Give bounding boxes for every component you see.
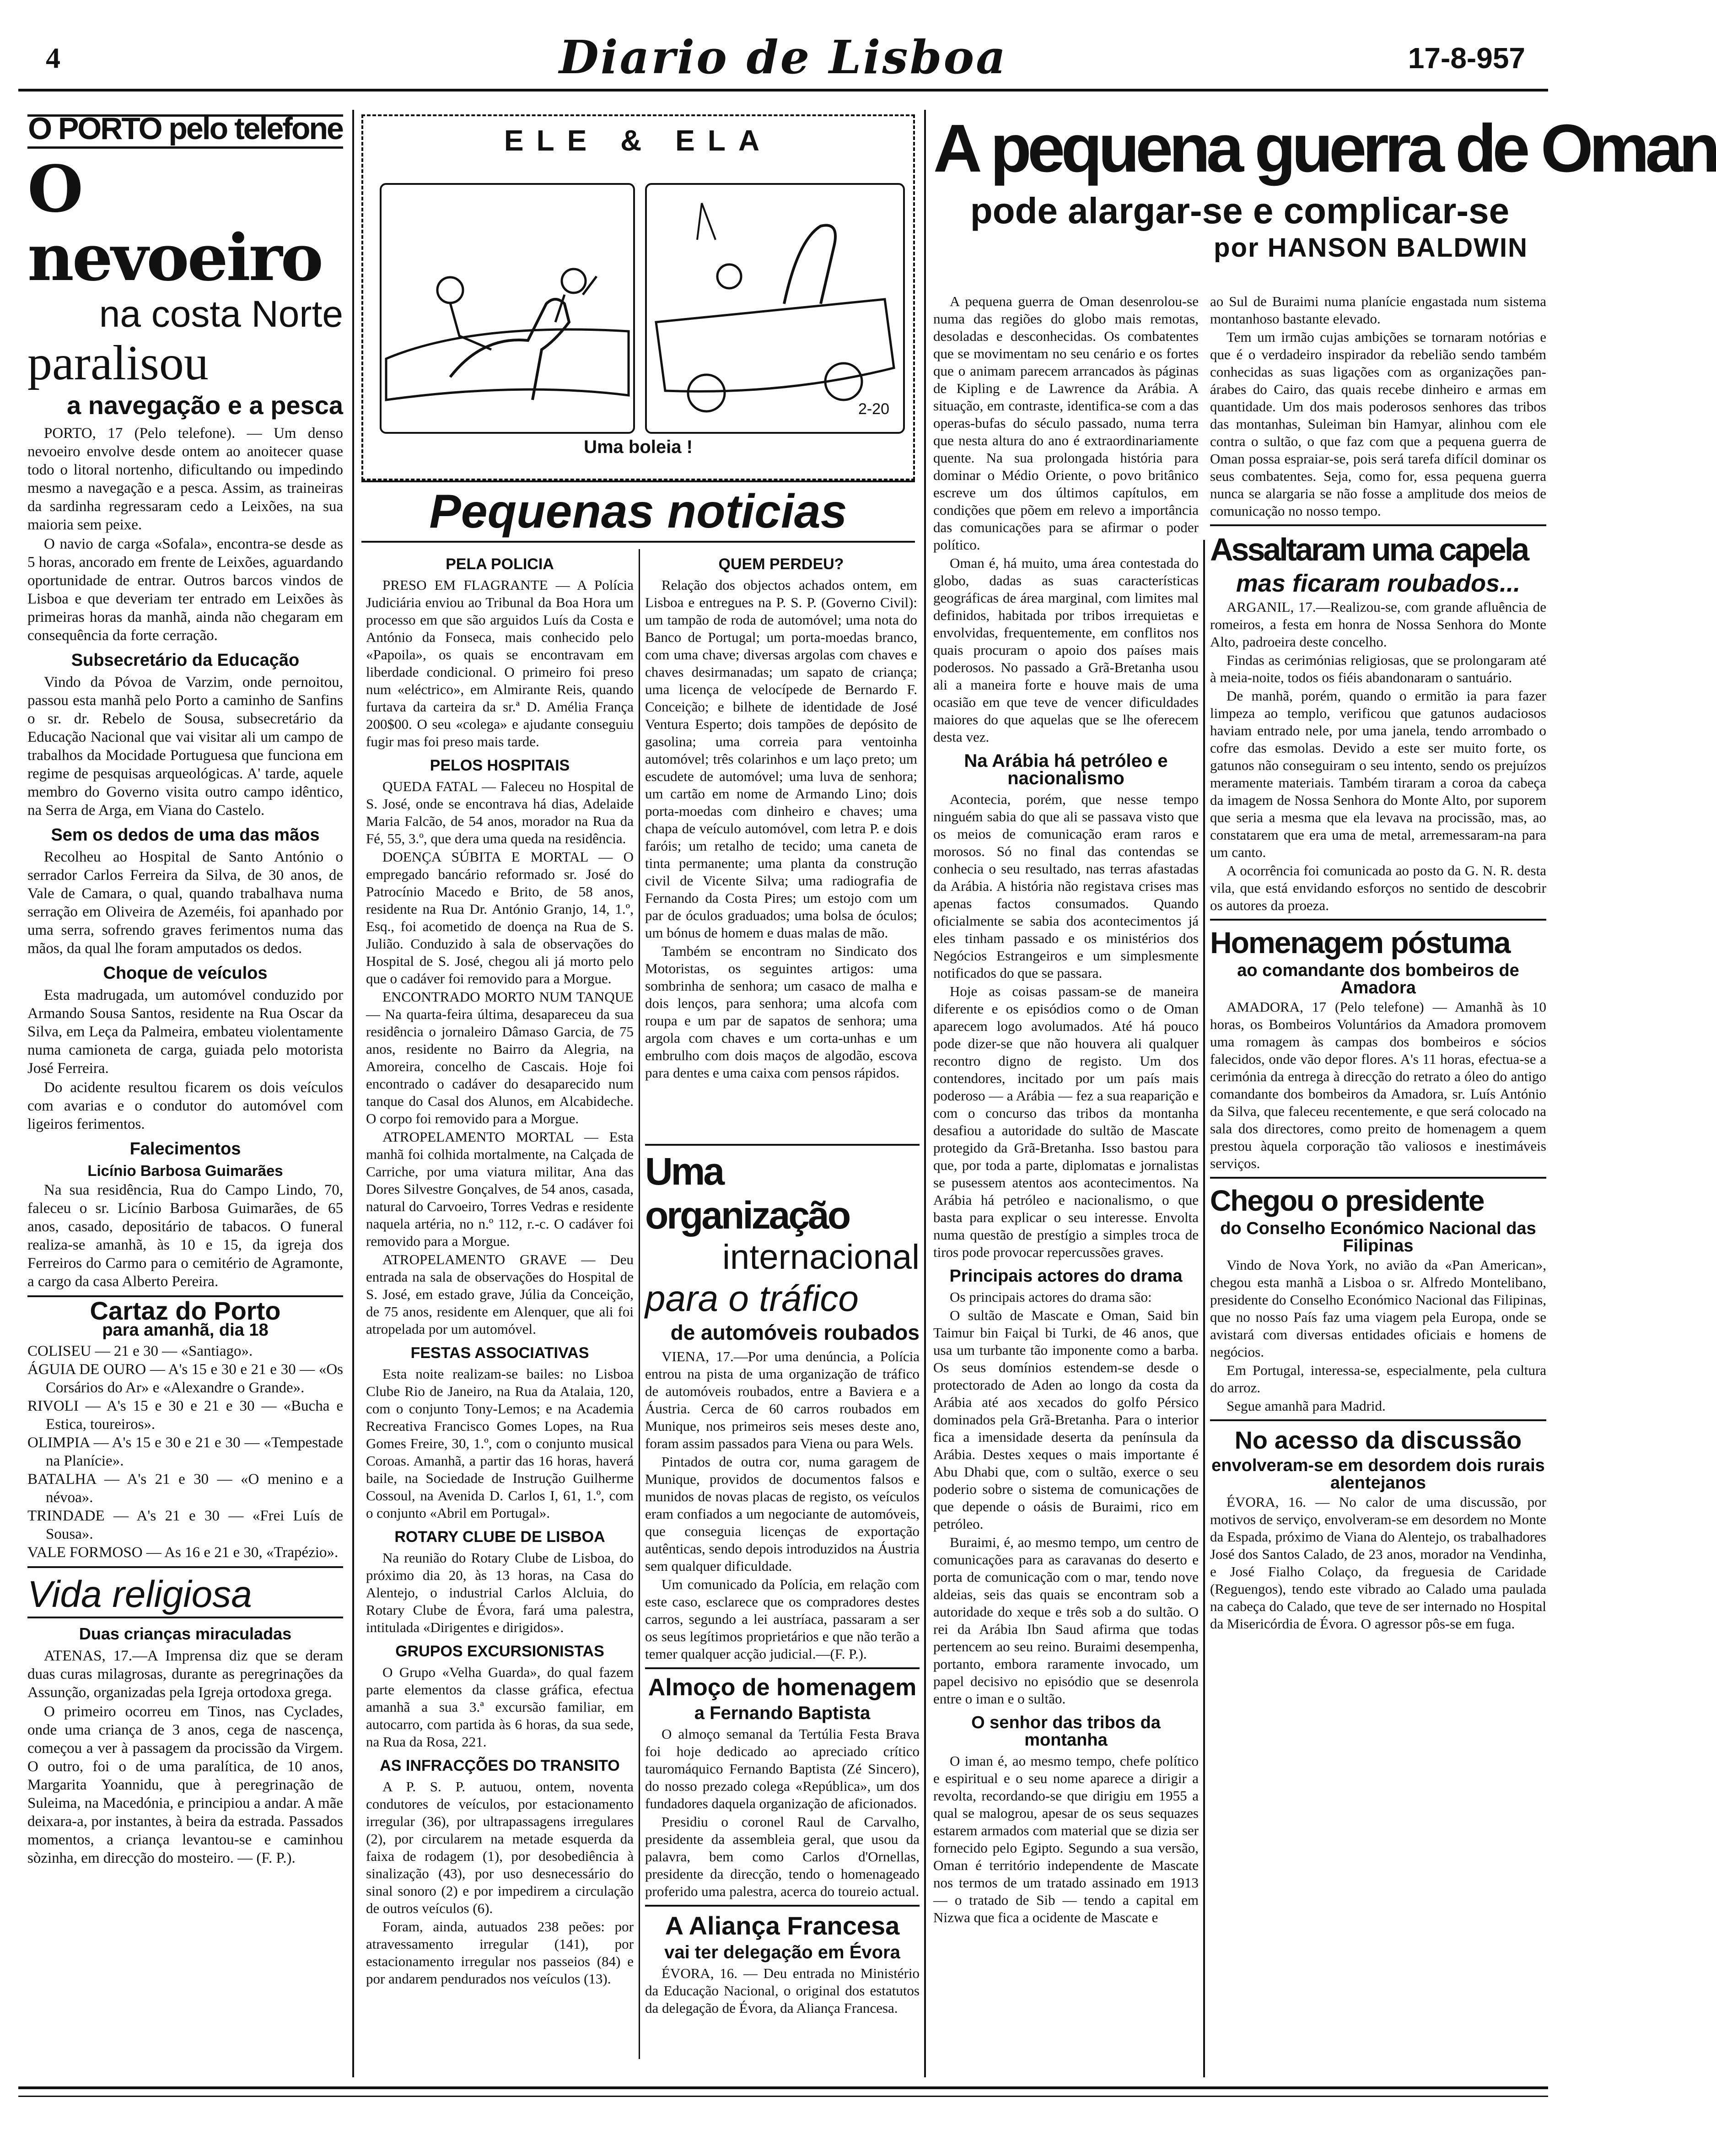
capela-paragraph: De manhã, porém, quando o ermitão ia para fazer limpeza ao templo, verificou que gatunos audaciosos haviam entrado nele, por uma janela, tendo arrombado o cofre das esmolas. Devido a este ser muito forte, os gatunos não conseguiram o seu intento, sendo os prejuízos meramente materiais. Também tiraram a coroa da cabeça da imagem de Nossa Senhora do Monte Alto, por suporem que seria a mesma que ela levava na procissão, mas, ao constatarem que era uma de metal, arremessaram-na para um canto.: [1210, 688, 1546, 860]
choque-paragraph: Esta madrugada, um automóvel conduzido por Armando Sousa Santos, residente na Rua Oscar da Silva, em Leça da Palmeira, embateu violentamente numa camioneta de carga, guiada pelo motorista José Ferreira.: [27, 987, 343, 1077]
subsecretario-paragraph: Vindo da Póvoa de Varzim, onde pernoitou, passou esta manhã pelo Porto a caminho de Sanfins o sr. dr. Rebelo de Sousa, subsecretário da Educação Nacional que vai visitar ali um campo de trabalhos da Mocidade Portuguesa que funciona em regime de pesquisas arqueológicas. A' tarde, aquele membro do Governo visita outro campo idêntico, na Serra de Arga, em Viana do Castelo.: [27, 674, 343, 819]
vida-paragraph: ATENAS, 17.—A Imprensa diz que se deram duas curas milagrosas, durante as peregrinações da Assunção, organizadas pela Igreja ortodoxa grega.: [27, 1648, 343, 1701]
capela-paragraph: ARGANIL, 17.—Realizou-se, com grande afluência de romeiros, a festa em honra de Nossa Senhora do Monte Alto, padroeira deste concelho.: [1210, 599, 1546, 650]
nevoeiro-headline: O nevoeiro: [27, 152, 322, 296]
cartaz-heading: Cartaz do Porto: [90, 1296, 281, 1325]
almoco-body: [645, 1725, 920, 1900]
organizacao-headline-4: de automóveis roubados: [670, 1321, 920, 1344]
section-rule: [1210, 919, 1546, 921]
almoco-paragraph: Presidiu o coronel Raul de Carvalho, presidente da assembleia geral, que usou da palavra, bem como Carlos d'Ornellas, presidente da direcção, tendo o homenageado proferido uma palestra, acerca do toureio actual.: [645, 1814, 920, 1899]
infraccoes-heading: AS INFRACÇÕES DO TRANSITO: [380, 1757, 620, 1774]
grupos-paragraph: O Grupo «Velha Guarda», do qual fazem parte elementos da classe gráfica, efectua amanhã a sua 3.ª excursão familiar, em autocarro, com partida às 6 horas, da sua sede, na Rua da Rosa, 221.: [366, 1664, 634, 1750]
masthead: [18, 14, 1548, 92]
column-porto: [27, 111, 343, 1868]
nevoeiro-headline-3: paralisou: [27, 336, 209, 390]
nevoeiro-headline-2: na costa Norte: [99, 293, 343, 335]
infraccoes-paragraph: Foram, ainda, autuados 238 peões: por atravessamento irregular (141), por estacionamento irregular nos passeios (84) e por andarem pendurados nos veículos (13).: [366, 1919, 634, 1987]
actores-paragraph: O sultão de Mascate e Oman, Said bin Taimur bin Faiçal bi Turki, de 46 anos, que usa um turbante tão imponente como a barba. Os seus domínios estendem-se desde o protectorado de Aden ao longo da costa da Arábia até aos xecados do golfo Pérsico dominados pela Grã-Bretanha. Para o interior fica a imensidade deserta da península da Arábia. Destes xeques o mais importante é Abu Dhabi que, com o sultão, exerce o seu poderio sobre o sistema de comunicações de que depende o oásis de Buraimi, rico em petróleo.: [933, 1307, 1199, 1532]
chegou-subheadline: do Conselho Económico Nacional das Filipinas: [1220, 1219, 1536, 1256]
falecimentos-heading: Falecimentos: [129, 1139, 241, 1159]
actores-heading: Principais actores do drama: [949, 1267, 1183, 1286]
oman-paragraph: Oman é, há muito, uma área contestada do globo, dadas as suas características geográficas de área marginal, com limites mal definidos, habitada por tribos irrequietas e envolvidas, frequentemente, em conflitos nos quais procuram o apoio dos países mais poderosos. No passado a Grã-Bretanha usou ali a maneira forte e houve mais de uma ocasião em que teve de vencer dificuldades maiores do que aquelas que se lhe oferecem desta vez.: [933, 555, 1199, 745]
infraccoes-paragraph: A P. S. P. autuou, ontem, noventa condutores de veículos, por estacionamento irregular (36), por ultrapassagens irregulares (2), por circularem na metade esquerda da faixa de rodagem (1), por desobediência à sinalização (43), por uso desnecessário do sinal sonoro (2) e por impedirem a circulação de outros veículos (6).: [366, 1779, 634, 1916]
porto-banner: O PORTO pelo telefone: [28, 111, 343, 146]
column-perdeu: [645, 549, 917, 1083]
comic-panel-note: 2-20: [858, 400, 889, 418]
organizacao-headline-1: Uma organização: [645, 1150, 850, 1237]
subsecretario-heading: Subsecretário da Educação: [71, 651, 300, 670]
hospitais-paragraph: QUEDA FATAL — Faleceu no Hospital de S. José, onde se encontrava há dias, Adelaide Maria Falcão, de 54 anos, morador na Rua da Fé, 55, 3.º, que dera uma queda na residência.: [366, 778, 634, 846]
comic-title: ELE & ELA: [504, 124, 773, 157]
oman-paragraph: ao Sul de Buraimi numa planície engastada num sistema montanhoso bastante elevado.: [1210, 293, 1546, 327]
chegou-paragraph: Segue amanhã para Madrid.: [1226, 1398, 1386, 1414]
car-horse-illustration: [647, 185, 903, 432]
comic-panel-right: [645, 183, 905, 434]
bottom-rule: [18, 2086, 1548, 2089]
arabia-heading: Na Arábia há petróleo e nacionalismo: [964, 751, 1168, 788]
policia-heading: PELA POLICIA: [446, 555, 554, 573]
almoco-heading: Almoço de homenagem: [648, 1674, 917, 1701]
alianca-paragraph: ÉVORA, 16. — Deu entrada no Ministério da Educação Nacional, o original dos estatutos da delegação de Évora, da Aliança Francesa.: [645, 1965, 920, 2016]
cartaz-item: ÁGUIA DE OURO — A's 15 e 30 e 21 e 30 — «Os Corsários do Ar» e «Alexandre o Grande».: [27, 1361, 343, 1396]
organizacao-paragraph: Um comunicado da Polícia, em relação com este caso, esclarece que os compradores destes carros, segundo a lei austríaca, passaram a ser os seus legítimos proprietários e que não terão a temer qualquer acção judicial.—(F. P.).: [645, 1576, 920, 1662]
column-divider: [924, 110, 926, 2077]
homenagem-paragraph: AMADORA, 17 (Pelo telefone) — Amanhã às 10 horas, os Bombeiros Voluntários da Amadora promovem uma romagem às campas dos bombeiros e sócios falecidos, onde vão depor flores. A's 11 horas, efectua-se a cerimónia da entrega à direcção do retrato a óleo do antigo comandante dos bombeiros da Amadora, sr. Luís António da Silva, que faleceu recentemente, e que será colocado na sala dos directores, como preito de homenagem a quem prestou àquela corporação tão valiosos e inestimáveis serviços.: [1210, 999, 1546, 1171]
alianca-heading: A Aliança Francesa: [665, 1911, 900, 1940]
acesso-paragraph: ÉVORA, 16. — No calor de uma discussão, por motivos de serviço, envolveram-se em desordem no Monte da Espada, próximo de Viana do Alentejo, os trabalhadores José dos Santos Calado, de 23 anos, morador na Vendinha, e José Fialho Colaço, da freguesia de Caridade (Reguengos), tendo este vibrado ao Calado uma paulada na cabeça do Calado, que teve de ser internado no Hospital da Misericórdia de Évora. O agressor pôs-se em fuga.: [1210, 1494, 1546, 1632]
senhor-heading: O senhor das tribos da montanha: [971, 1713, 1161, 1750]
organizacao-paragraph: VIENA, 17.—Por uma denúncia, a Polícia entrou na pista de uma organização de tráfico de automóveis roubados, entre a Baviera e a Áustria. Cerca de 60 carros roubados em Munique, nos primeiros seis meses deste ano, foram assim passados para Viena ou para Wels.: [645, 1348, 920, 1451]
nevoeiro-paragraph: PORTO, 17 (Pelo telefone). — Um denso nevoeiro envolve desde ontem ao anoitecer quase todo o litoral nortenho, dificultando ou impedindo mesmo a navegação e a pesca. Assim, as traineiras da sardinha regressaram cedo a Leixões, na sua maioria sem peixe.: [27, 425, 343, 533]
homenagem-subheadline: ao comandante dos bombeiros de Amadora: [1237, 961, 1519, 997]
cartaz-subheading: para amanhã, dia 18: [102, 1321, 269, 1340]
oman-column-2: [1210, 293, 1546, 1633]
section-rule: [27, 1566, 343, 1568]
vida-paragraph: O primeiro ocorreu em Tinos, nas Cyclades, onde uma criança de 3 anos, cega de nascença, começou a ver à passagem da procissão da Virgem. O outro, foi o de uma paralítica, de 10 anos, Margarita Yoannidu, que à peregrinação de Suleima, na Macedónia, e principiou a andar. A mãe deixara-a, por instantes, à beira da estrada. Passados momentos, a criança levantou-se e caminhou sòzinha, em direcção do mosteiro. — (F. P.).: [27, 1703, 343, 1866]
cartaz-item: BATALHA — A's 21 e 30 — «O menino e a névoa».: [27, 1471, 343, 1506]
oman-paragraph: Tem um irmão cujas ambições se tornaram notórias e que é o verdadeiro inspirador da rebelião sendo também conhecidas as suas ligações com as organizações pan-árabes do Cairo, das quais recebe dinheiro e armas em quantidade. Um dos mais poderosos senhores das tribos das montanhas, Suleiman bin Hamyar, alinhou com ele contra o sultão, o que faz com que a pequena guerra de Oman possa espraiar-se, pois será tarefa difícil dominar os seus combatentes. Seja, como for, essa pequena guerra nunca se alargaria se não fosse a amplitude dos meios de comunicação no nosso tempo.: [1210, 329, 1546, 519]
homenagem-headline: Homenagem póstuma: [1210, 926, 1510, 959]
oman-header: [933, 111, 1716, 264]
oman-byline: por HANSON BALDWIN: [1214, 233, 1528, 263]
hospitais-heading: PELOS HOSPITAIS: [430, 757, 570, 774]
cartaz-item: VALE FORMOSO — As 16 e 21 e 30, «Trapézio».: [27, 1544, 339, 1561]
cartaz-item: COLISEU — 21 e 30 — «Santiago».: [27, 1343, 253, 1359]
organizacao-headline-3: para o tráfico: [645, 1278, 859, 1319]
perdeu-paragraph: Também se encontram no Sindicato dos Motoristas, os seguintes artigos: uma sombrinha de senhora; um casaco de malha e dois lenços, para senhora; uma alcofa com roupa e um par de sapatos de senhora; uma argola com chaves e um corta-unhas e um embrulho com dois maços de algodão, escova para dentes e uma caixa com pensos rápidos.: [645, 943, 917, 1081]
choque-paragraph: Do acidente resultou ficarem os dois veículos com avarias e o condutor do automóvel com ligeiros ferimentos.: [27, 1079, 343, 1132]
newspaper-title: Diario de Lisboa: [559, 30, 1008, 84]
cartaz-item: TRINDADE — A's 21 e 30 — «Frei Luís de Sousa».: [27, 1508, 343, 1542]
vida-heading: Vida religiosa: [27, 1573, 343, 1618]
chegou-headline: Chegou o presidente: [1210, 1184, 1484, 1217]
dedos-heading: Sem os dedos de uma das mãos: [51, 825, 320, 845]
oman-headline: A pequena guerra de Oman: [933, 111, 1716, 186]
column-divider: [1203, 540, 1205, 2077]
perdeu-paragraph: Relação dos objectos achados ontem, em Lisboa e entregues na P. S. P. (Governo Civil): um tampão de roda de automóvel; uma nota do Banco de Portugal; um porta-moedas branco, com uma chave; diversas argolas com chaves e chaves desirmanadas; um sapato de criança; uma licença de velocípede de Bernardo F. Conceição; e bilhete de identidade de José Ventura Esperto; dois tampões de depósito de gasolina; uma correia para ventoinha automóvel; três colarinhos e um laço preto; um escudete de automóvel; uma luva de senhora; um cartão em nome de Armando Lino; dois porta-moedas com dinheiro e chaves; uma chapa de veículo automóvel, com letra P. e dois faróis; um retalho de tecido; uma caneta de tinta permanente; uma planta da construção civil de Vicente Silva; uma radiografia de Fernando da Costa Pires; um estojo com um par de óculos graduados; uma bolsa de óculos; um bónus de homem e duas malas de mão.: [645, 577, 917, 941]
horse-rider-illustration: [382, 185, 633, 432]
comic-caption: Uma boleia !: [584, 437, 693, 457]
hospitais-paragraph: ENCONTRADO MORTO NUM TANQUE — Na quarta-feira última, desapareceu da sua residência o jornaleiro Dâmaso Garcia, de 75 anos, residente no Bairro da Alegria, na Amoreira, concelho de Cascais. Hoje foi encontrado o cadáver do desaparecido num tanque do Casal dos Alunos, em Alcabideche. O corpo foi removido para a Morgue.: [366, 989, 634, 1127]
oman-column-1: [933, 293, 1199, 1927]
chegou-paragraph: Em Portugal, interessa-se, especialmente, pela cultura do arroz.: [1210, 1362, 1546, 1396]
acesso-headline: No acesso da discussão: [1234, 1427, 1522, 1454]
capela-paragraph: A ocorrência foi comunicada ao posto da G. N. R. desta vila, que está envidando esforços no sentido de descobrir os autores da proeza.: [1210, 862, 1546, 913]
acesso-subheadline: envolveram-se em desordem dois rurais alentejanos: [1211, 1456, 1545, 1493]
cartaz-list: [27, 1342, 343, 1562]
almoco-paragraph: O almoço semanal da Tertúlia Festa Brava foi hoje dedicado ao apreciado crítico tauromáquico Fernando Baptista (Zé Sincero), do nosso prezado colega «República», um dos fundadores daquela organização de aficionados.: [645, 1726, 920, 1811]
section-rule: [1210, 1419, 1546, 1421]
oman-paragraph: A pequena guerra de Oman desenrolou-se numa das regiões do globo mais remotas, desoladas e desconhecidas. Os combatentes que se movimentam no seu cenário e os fortes que o animam parecem arrancados às páginas de Kipling e de Lawrence da Arábia. A situação, em contraste, identifica-se com a das operas-bufas do século passado, numa terra que nesta altura do ano é extraordinariamente quente. Na sua prolongada história para dominar o Médio Oriente, o povo britânico escreve um dos últimos capítulos, em condições que põem em relevo a importância das comunicações para se afirmar o poder político.: [933, 293, 1199, 553]
festas-heading: FESTAS ASSOCIATIVAS: [410, 1344, 589, 1362]
vida-subheading: Duas crianças miraculadas: [79, 1624, 292, 1643]
falecimentos-name: Licínio Barbosa Guimarães: [87, 1162, 283, 1179]
section-rule: [645, 1905, 920, 1907]
pequenas-banner: [361, 480, 915, 543]
almoco-subheading: a Fernando Baptista: [694, 1703, 871, 1723]
column-divider: [352, 110, 354, 2077]
capela-paragraph: Findas as cerimónias religiosas, que se prolongaram até à meia-noite, todos os fiéis abandonaram o santuário.: [1210, 652, 1546, 685]
actores-paragraph: Os principais actores do drama são:: [950, 1289, 1152, 1305]
pequenas-title: Pequenas noticias: [429, 485, 847, 538]
grupos-heading: GRUPOS EXCURSIONISTAS: [395, 1643, 604, 1660]
festas-paragraph: Esta noite realizam-se bailes: no Lisboa Clube Rio de Janeiro, na Rua da Atalaia, 120, com o conjunto Tony-Lemos; e na Academia Recreativa Francisco Gomes Lopes, na Rua Gomes Freire, 30, 1.º, com o conjunto musical Coroas. Amanhã, a partir das 16 horas, haverá baile, na Sociedade de Instrução Guilherme Cossoul, na Avenida D. Carlos I, 61, 1.º, com o conjunto «Abril em Portugal».: [366, 1366, 634, 1521]
falecimentos-paragraph: Na sua residência, Rua do Campo Lindo, 70, faleceu o sr. Licínio Barbosa Guimarães, de 65 anos, casado, depositário de tabacos. O funeral realiza-se amanhã, às 10 e 15, da igreja dos Ferreiros do Carmo para o cemitério de Agramonte, a cargo da casa Alberto Pereira.: [27, 1182, 343, 1290]
section-rule: [645, 1144, 920, 1146]
column-policia: [366, 549, 634, 1989]
dedos-paragraph: Recolheu ao Hospital de Santo António o serrador Carlos Ferreira da Silva, de 30 anos, de Vale de Camara, o qual, quando trabalhava numa serração em Oliveira de Azeméis, foi apanhado por uma serra, sofrendo graves ferimentos numa das mãos, da qual lhe foram amputados os dedos.: [27, 849, 343, 957]
chegou-paragraph: Vindo de Nova York, no avião da «Pan American», chegou esta manhã a Lisboa o sr. Alfredo Montelibano, presidente do Conselho Económico Nacional das Filipinas, que no nosso País faz uma viagem pela Europa, onde se avistará com diversas entidades oficiais e homens de negócios.: [1210, 1257, 1546, 1360]
rotary-heading: ROTARY CLUBE DE LISBOA: [394, 1528, 605, 1546]
arabia-paragraph: Hoje as coisas passam-se de maneira diferente e os episódios como o de Oman aparecem logo avolumados. Até há pouco pode dizer-se que não houvera ali qualquer recontro digno de registo. Um dos contendores, incitado por um país mais poderoso — a Arábia — fez a sua reaparição e com o concurso das tribos da montanha desafiou a autoridade do sultão de Mascate protegido da Grã-Bretanha. Isso bastou para que, por toda a parte, diplomatas e jornalistas se pusessem atentos aos acontecimentos. Na Arábia há petróleo e nacionalismo, o que basta para explicar o seu interesse. Envolta numa questão de prestígio a simples troca de tiros pode provocar repercussões graves.: [933, 983, 1199, 1260]
actores-paragraph: Buraimi, é, ao mesmo tempo, um centro de comunicações para as caravanas do deserto e porta de comunicação com o mar, tendo nove aldeias, seis das quais se encontram sob a autoridade do xeque e três sob a do sultão. O rei da Arábia Ibn Saud afirma que todas pertencem ao seu reino. Buraimi desempenha, portanto, embora raramente invocado, um papel decisivo no episódio que se desenrola entre o iman e o sultão.: [933, 1534, 1199, 1707]
organizacao-paragraph: Pintados de outra cor, numa garagem de Munique, providos de documentos falsos e munidos de novas placas de registo, os veículos eram confiados a um negociante de automóveis, que conseguia licenças de exportação autênticas, sendo depois introduzidos na Áustria sem qualquer dificuldade.: [645, 1454, 920, 1574]
organizacao-headline-2: internacional: [722, 1238, 920, 1277]
hospitais-paragraph: DOENÇA SÚBITA E MORTAL — O empregado bancário reformado sr. José do Patrocínio Macedo e Brito, de 58 anos, residente na Rua Dr. António Granjo, 14, 1.º, Esq., foi acometido de doença na Rua de S. Julião. Conduzido à sala de observações do Hospital de S. José, chegou ali já morto pelo que o cadáver foi removido para a Morgue.: [366, 849, 634, 986]
arabia-paragraph: Acontecia, porém, que nesse tempo ninguém sabia do que ali se passava visto que os meios de comunicação eram raros e morosos. Só no final das contendas se conhecia o seu resultado, nas terras afastadas da Arábia. A história não registava crises mas apenas factos consumados. Quando oficialmente se sabia dos acontecimentos já eles tinham passado e os ministérios dos Negócios Estrangeiros e um simplesmente notificados do que se passara.: [933, 791, 1199, 981]
organizacao-body: [645, 1348, 920, 1663]
nevoeiro-paragraph: O navio de carga «Sofala», encontra-se desde as 5 horas, ancorado em frente de Leixões, aguardando oportunidade de entrar. Outros barcos vindos de Lisboa e que deveriam ter entrado em Leixões às primeiras horas da manhã, ainda não chegaram em consequência da forte cerração.: [27, 536, 343, 644]
senhor-paragraph: O iman é, ao mesmo tempo, chefe político e espiritual e o seu nome aparece a dirigir a revolta, recordando-se que dirigiu em 1955 a qual se malogrou, apesar de os seus sequazes estarem armados com material que se dizia ser fornecido pelo Egipto. Segundo a sua versão, Oman é território independente de Mascate nos termos de um tratado assinado em 1913 — o tratado de Sib — tendo a capital em Nizwa que fica a ocidente de Mascate e: [933, 1753, 1199, 1925]
alianca-subheading: vai ter delegação em Évora: [664, 1942, 900, 1962]
column-divider: [639, 549, 640, 2059]
perdeu-heading: QUEM PERDEU?: [718, 555, 844, 573]
alianca-body: [645, 1965, 920, 2017]
bottom-rule: [18, 2096, 1548, 2097]
capela-headline: Assaltaram uma capela: [1210, 532, 1528, 567]
comic-panel-left: [380, 183, 635, 434]
section-rule: [1210, 1177, 1546, 1179]
hospitais-paragraph: ATROPELAMENTO GRAVE — Deu entrada na sala de observações do Hospital de S. José, em estado grave, Júlia da Conceição, de 75 anos, residente em Alenquer, que ali foi atropelada por um automóvel.: [366, 1251, 634, 1337]
policia-paragraph: PRESO EM FLAGRANTE — A Polícia Judiciária enviou ao Tribunal da Boa Hora um processo em que são arguidos Luís da Costa e António da Fonseca, mais conhecido pelo «Papoila», os quais se encontravam em liberdade condicional. O primeiro foi preso num «eléctrico», em Almirante Reis, quando furtava da carteira da sr.ª D. Amélia França 200$00. O seu «colega» e ajudante conseguiu fugir mas foi preso mais tarde.: [366, 577, 634, 749]
cartaz-item: OLIMPIA — A's 15 e 30 e 21 e 30 — «Tempestade na Planície».: [27, 1434, 343, 1469]
rotary-paragraph: Na reunião do Rotary Clube de Lisboa, do próximo dia 20, às 13 horas, na Casa do Alentejo, o industrial Carlos Alcluia, do Rotary Clube de Évora, fará uma palestra, intitulada «Dirigentes e dirigidos».: [366, 1550, 634, 1635]
choque-heading: Choque de veículos: [103, 964, 268, 983]
organizacao-article: [645, 1144, 920, 2018]
issue-date: 17-8-957: [1408, 42, 1525, 75]
page-number: 4: [46, 42, 60, 74]
cartaz-item: RIVOLI — A's 15 e 30 e 21 e 30 — «Bucha e Estica, toureiros».: [27, 1398, 343, 1433]
capela-subheadline: mas ficaram roubados...: [1236, 570, 1521, 597]
nevoeiro-headline-4: a navegação e a pesca: [67, 391, 343, 420]
oman-subheadline: pode alargar-se e complicar-se: [970, 190, 1510, 231]
hospitais-paragraph: ATROPELAMENTO MORTAL — Esta manhã foi colhida mortalmente, na Calçada de Carriche, por uma viatura militar, Ana das Dores Silvestre Gonçalves, de 54 anos, casada, natural do Carvoeiro, Torres Vedras e residente naquela artéria, no n.º 112, r.-c. O cadáver foi removido para a Morgue.: [366, 1129, 634, 1249]
section-rule: [1210, 524, 1546, 526]
section-rule: [645, 1667, 920, 1669]
